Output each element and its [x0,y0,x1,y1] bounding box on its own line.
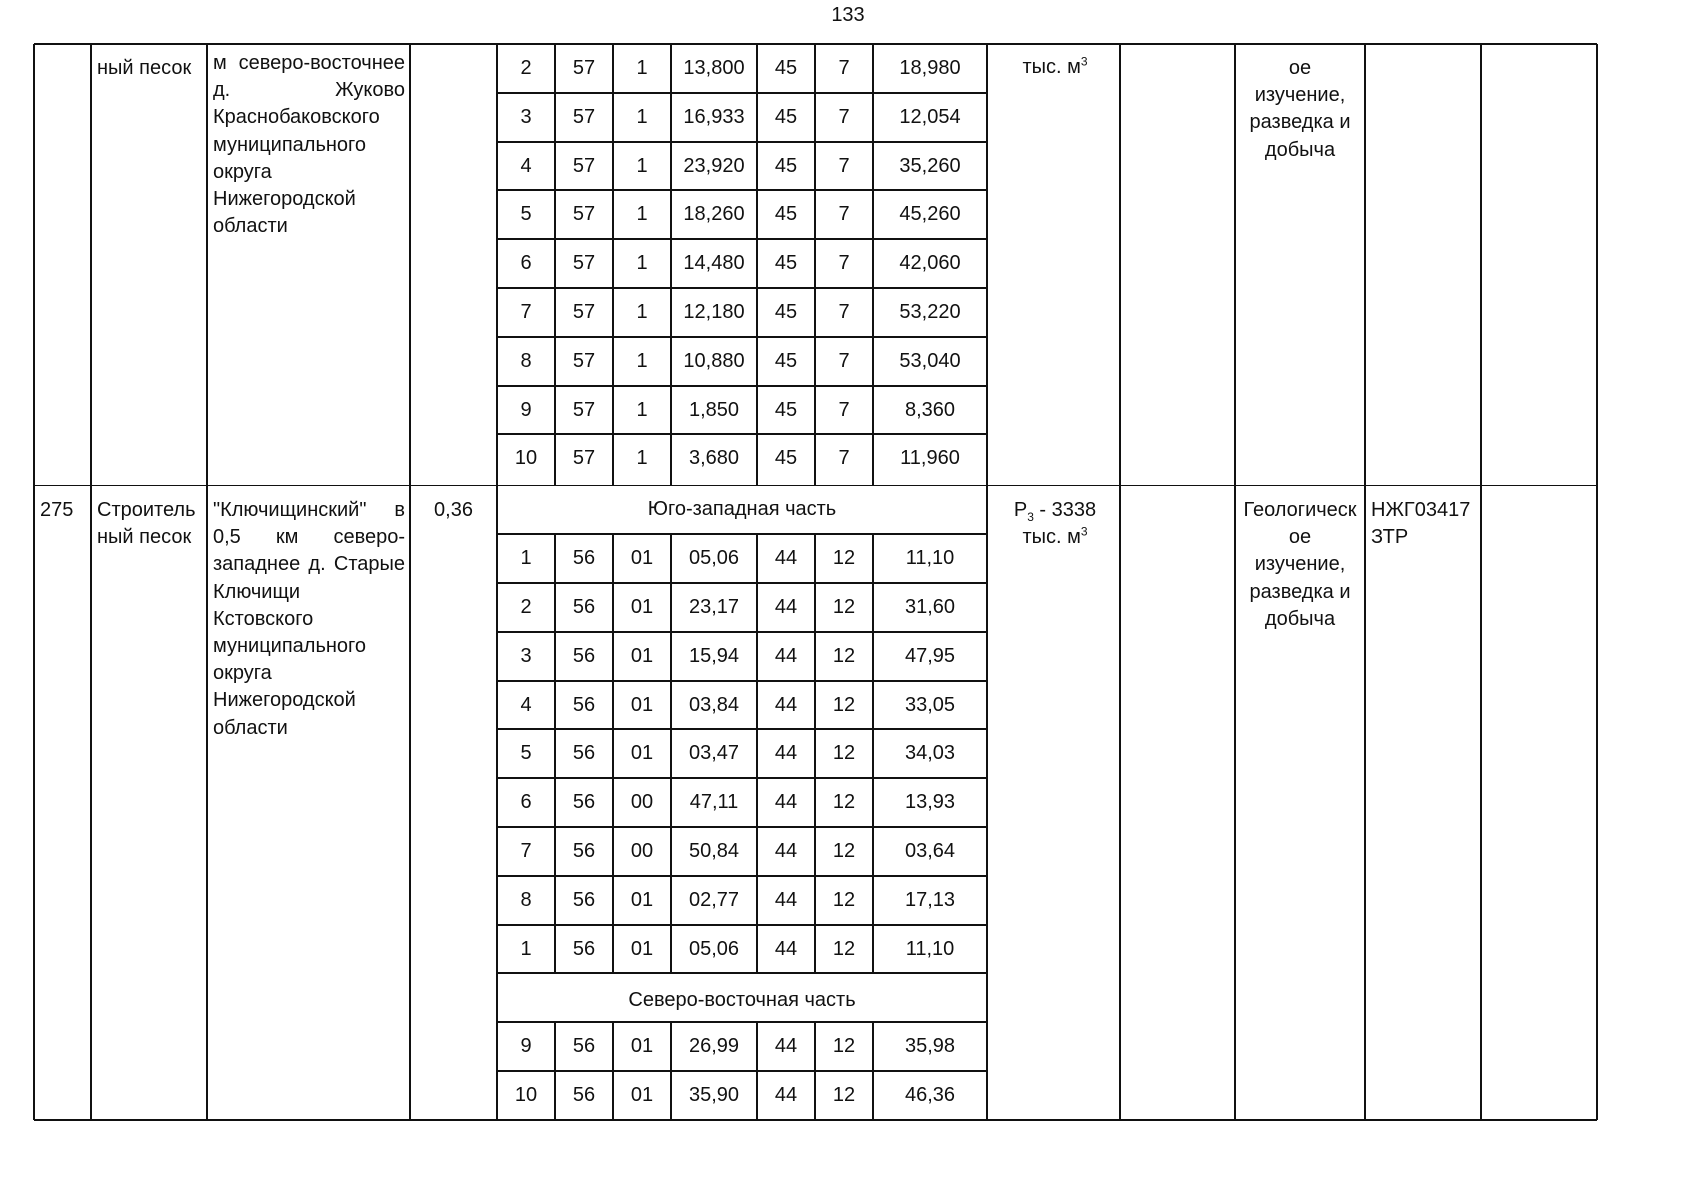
ne-coord-lon-deg: 44 [774,1084,798,1106]
prev-coord-lon-deg: 45 [774,398,798,421]
row-275-purpose-line-2: ое [1288,526,1312,549]
prev-coord-lat-deg: 57 [572,349,596,372]
row-275-purpose [1235,497,1365,633]
sw-coord-lat-deg: 56 [572,547,596,570]
table-vline [554,534,555,973]
sw-coord-lon-sec: 11,10 [905,937,955,960]
table-vline [872,534,873,973]
ne-coord-lon-min: 12 [832,1084,856,1106]
table-vline [496,44,498,1120]
sw-coord-lon-deg: 44 [774,791,798,814]
sw-coord-lon-deg: 44 [774,840,798,862]
table-hline [497,336,987,338]
prev-coord-point: 3 [520,105,532,128]
table-vline [670,1022,671,1120]
table-hline [497,826,987,828]
prev-coord-lat-deg: 57 [572,154,596,177]
ne-coord-lon-deg: 44 [774,1035,798,1058]
prev-resources-unit: тыс. м [1022,56,1081,78]
table-hline [497,385,987,387]
prev-purpose-line-1: ое [1288,57,1312,79]
ne-coord-point: 10 [514,1084,538,1106]
prev-coord-lon-deg: 45 [774,203,798,226]
row-275-area: 0,36 [434,499,473,521]
prev-coord-point: 6 [520,252,532,275]
row-275-resources-unit-sup: 3 [1080,524,1088,539]
sw-coord-point: 1 [520,547,532,570]
table-hline [497,777,987,779]
sw-coord-lat-deg: 56 [572,840,596,862]
prev-coord-lat-deg: 57 [572,447,596,470]
prev-coord-lon-min: 7 [838,105,850,128]
ne-coord-lon-min: 12 [832,1035,856,1058]
prev-coord-lon-min: 7 [838,203,850,226]
prev-coord-lat-deg: 57 [572,398,596,421]
prev-coord-lon-deg: 45 [774,252,798,275]
table-vline [33,44,34,1120]
table-vline [872,44,873,485]
sw-coord-point: 3 [520,644,532,667]
prev-coord-lon-deg: 45 [774,349,798,372]
sw-coord-lat-min: 01 [630,547,654,570]
table-hline [497,238,987,240]
ne-coord-lon-sec: 35,98 [904,1035,956,1058]
prev-coord-lat-deg: 57 [572,203,596,226]
table-hline [497,728,987,730]
prev-coord-lat-sec: 23,920 [683,154,745,177]
prev-coord-lon-sec: 11,960 [900,447,960,470]
prev-coord-lon-sec: 12,054 [899,105,961,128]
sw-coord-lat-min: 01 [630,596,654,618]
prev-coord-lon-sec: 42,060 [899,252,961,275]
table-vline [206,44,207,1120]
prev-coord-lat-min: 1 [636,447,648,470]
prev-coord-lon-min: 7 [838,398,850,421]
sw-coord-lat-sec: 47,11 [689,791,739,814]
sw-coord-point: 8 [520,888,532,911]
sw-coord-lon-min: 12 [832,791,856,814]
row-275-resources-line-1 [990,497,1120,524]
prev-coord-lon-sec: 53,220 [899,301,961,323]
prev-purpose-line-2: изучение, [1254,84,1346,107]
sw-coord-lon-deg: 44 [774,644,798,667]
table-hline [497,92,987,94]
prev-coord-point: 5 [520,203,532,226]
prev-coord-point: 8 [520,349,532,372]
table-vline [1480,44,1481,1120]
sw-coord-lon-min: 12 [832,644,856,667]
row-275-resources-line-2 [990,524,1120,551]
table-hline [497,1070,987,1072]
table-hline [497,533,987,535]
row-275-number: 275 [40,499,74,521]
sw-coord-lon-sec: 11,10 [905,547,955,570]
sw-coord-lat-min: 01 [630,742,654,765]
table-vline [1234,44,1235,1120]
row-275-purpose-line-3: изучение, [1254,553,1346,576]
prev-resources-unit-sup: 3 [1080,54,1088,69]
table-vline [554,44,555,485]
row-275-purpose-line-1: Геологическ [1243,499,1357,521]
table-vline [756,1022,757,1120]
sw-coord-lon-sec: 31,60 [904,596,956,618]
part-southwest-header: Юго-западная часть [647,498,837,521]
prev-coord-lat-deg: 57 [572,57,596,79]
prev-coord-point: 9 [520,398,532,421]
prev-purpose-line-3: разведка и [1249,111,1351,134]
sw-coord-point: 5 [520,742,532,765]
prev-coord-lon-min: 7 [838,57,850,79]
prev-resources [990,54,1120,81]
row-275-resources [990,497,1120,551]
prev-coord-lat-sec: 1,850 [688,398,740,421]
prev-coord-lon-deg: 45 [774,154,798,177]
prev-coord-lat-deg: 57 [572,301,596,323]
table-vline [670,44,671,485]
row-275-resources-cat-sub: 3 [1027,510,1034,524]
table-vline [1119,44,1120,1120]
table-vline [814,1022,815,1120]
sw-coord-lat-deg: 56 [572,644,596,667]
prev-coord-lat-sec: 16,933 [683,105,745,128]
sw-coord-lon-deg: 44 [774,937,798,960]
ne-coord-lat-deg: 56 [572,1035,596,1058]
prev-coord-point: 4 [520,154,532,177]
prev-coord-lon-sec: 18,980 [899,57,961,79]
sw-coord-lon-sec: 13,93 [904,791,956,814]
ne-coord-lat-min: 01 [630,1035,654,1058]
prev-coord-lat-deg: 57 [572,252,596,275]
prev-coord-lat-sec: 18,260 [683,203,745,226]
sw-coord-lat-min: 01 [630,888,654,911]
row-275-purpose-line-5: добыча [1264,607,1336,630]
table-vline [756,534,757,973]
sw-coord-lat-sec: 05,06 [688,937,740,960]
sw-coord-point: 6 [520,791,532,814]
ne-coord-lat-min: 01 [630,1084,654,1106]
table-vline [554,1022,555,1120]
prev-coord-lat-min: 1 [636,154,648,177]
prev-coord-lon-min: 7 [838,252,850,275]
sw-coord-lat-sec: 23,17 [688,596,740,618]
ne-coord-lat-sec: 35,90 [688,1084,740,1106]
prev-coord-lat-sec: 14,480 [683,252,745,275]
sw-coord-lon-min: 12 [832,547,856,570]
row-275-license-line-1: НЖГ03417 [1371,499,1471,521]
table-vline [1596,44,1597,1120]
prev-location-cont: м северо-восточнее д. Жуково Краснобаковского муниципального округа Нижегородской области [213,52,405,238]
table-vline [756,44,757,485]
prev-coord-lat-deg: 57 [572,105,596,128]
row-275-resources-unit: тыс. м [1022,526,1081,549]
sw-coord-point: 2 [520,596,532,618]
prev-coord-lat-min: 1 [636,203,648,226]
sw-coord-lat-min: 01 [630,693,654,716]
prev-coord-lon-sec: 35,260 [899,154,961,177]
row-275-resources-value: - 3338 [1033,499,1097,521]
table-hline [497,680,987,682]
row-275-purpose-line-4: разведка и [1249,580,1351,603]
sw-coord-lon-sec: 03,64 [904,840,956,862]
sw-coord-lon-min: 12 [832,937,856,960]
sw-coord-lon-sec: 33,05 [904,693,956,716]
prev-coord-lon-sec: 8,360 [904,398,956,421]
prev-coord-lat-sec: 12,180 [683,301,745,323]
prev-coord-lat-min: 1 [636,301,648,323]
sw-coord-lat-min: 01 [630,937,654,960]
sw-coord-lon-deg: 44 [774,547,798,570]
prev-coord-lon-deg: 45 [774,105,798,128]
sw-coord-lat-sec: 03,47 [688,742,740,765]
sw-coord-lat-sec: 50,84 [688,840,740,862]
sw-coord-lat-deg: 56 [572,596,596,618]
prev-coord-lon-min: 7 [838,349,850,372]
prev-coord-lon-sec: 45,260 [899,203,961,226]
table-vline [814,44,815,485]
sw-coord-lon-sec: 17,13 [904,888,956,911]
sw-coord-lon-deg: 44 [774,693,798,716]
table-hline [497,875,987,877]
prev-coord-lon-min: 7 [838,154,850,177]
prev-coord-lat-min: 1 [636,398,648,421]
table-hline [497,1021,987,1023]
prev-coord-lat-sec: 13,800 [683,57,745,79]
table-hline [497,582,987,584]
sw-coord-lat-deg: 56 [572,693,596,716]
sw-coord-lon-deg: 44 [774,888,798,911]
table-hline [497,287,987,289]
part-northeast-header: Северо-восточная часть [628,988,856,1011]
table-vline [670,534,671,973]
sw-coord-lat-sec: 02,77 [688,888,740,911]
prev-coord-lat-min: 1 [636,57,648,79]
ne-coord-lat-sec: 26,99 [688,1035,740,1058]
sw-coord-lat-deg: 56 [572,937,596,960]
row-275-license-line-2: ЗТР [1371,526,1409,549]
table-vline [1364,44,1365,1120]
table-vline [612,1022,613,1120]
prev-coord-point: 2 [520,57,532,79]
ne-coord-lon-sec: 46,36 [904,1084,956,1106]
prev-coord-lat-min: 1 [636,252,648,275]
table-vline [872,1022,873,1120]
sw-coord-lon-sec: 47,95 [904,644,956,667]
sw-coord-point: 1 [520,937,532,960]
sw-coord-lat-sec: 15,94 [688,644,740,667]
prev-purpose-cont [1235,55,1365,164]
ne-coord-lat-deg: 56 [572,1084,596,1106]
sw-coord-lat-deg: 56 [572,742,596,765]
sw-coord-lon-min: 12 [832,596,856,618]
sw-coord-lon-deg: 44 [774,742,798,765]
sw-coord-lat-min: 01 [630,644,654,667]
row-275-name-line-1: Строитель [97,499,196,521]
table-hline [497,189,987,191]
prev-coord-lat-min: 1 [636,349,648,372]
table-vline [986,44,988,1120]
prev-coord-lon-deg: 45 [774,301,798,323]
table-hline [497,972,987,974]
row-275-resources-cat: P [1013,499,1028,521]
prev-purpose-line-4: добыча [1264,138,1336,161]
sw-coord-lat-sec: 03,84 [688,693,740,716]
table-hline [497,141,987,143]
table-vline [90,44,91,1120]
sw-coord-lat-sec: 05,06 [688,547,740,570]
row-275-name [97,497,207,551]
row-275-location: "Ключищинский" в 0,5 км северо-западнее д. Старые Ключищи Кстовского муниципального округа Нижегородской области [213,499,405,739]
sw-coord-lat-deg: 56 [572,791,596,814]
sw-coord-lon-min: 12 [832,888,856,911]
prev-name-cont: ный песок [97,57,192,79]
table-vline [409,44,411,1120]
ne-coord-point: 9 [520,1035,532,1058]
prev-coord-lon-deg: 45 [774,447,798,470]
row-275-name-line-2: ный песок [97,526,192,549]
table-vline [612,534,613,973]
sw-coord-lon-min: 12 [832,840,856,862]
row-275-license [1371,497,1481,551]
prev-coord-lon-sec: 53,040 [899,349,961,372]
prev-coord-lon-deg: 45 [774,57,798,79]
table-vline [814,534,815,973]
prev-coord-lat-min: 1 [636,105,648,128]
prev-coord-lat-sec: 3,680 [688,447,740,470]
sw-coord-lon-min: 12 [832,742,856,765]
sw-coord-point: 7 [520,840,532,862]
table-hline [497,631,987,633]
table-vline [612,44,613,485]
sw-coord-lon-min: 12 [832,693,856,716]
prev-coord-lat-sec: 10,880 [683,349,745,372]
table-hline [497,924,987,926]
prev-coord-lon-min: 7 [838,301,850,323]
page-number: 133 [831,4,865,26]
table-hline [497,433,987,435]
sw-coord-lat-deg: 56 [572,888,596,911]
sw-coord-lon-deg: 44 [774,596,798,618]
sw-coord-lat-min: 00 [630,840,654,862]
prev-coord-lon-min: 7 [838,447,850,470]
sw-coord-lat-min: 00 [630,791,654,814]
prev-coord-point: 7 [520,301,532,323]
sw-coord-point: 4 [520,693,532,716]
sw-coord-lon-sec: 34,03 [904,742,956,765]
prev-coord-point: 10 [514,447,538,470]
